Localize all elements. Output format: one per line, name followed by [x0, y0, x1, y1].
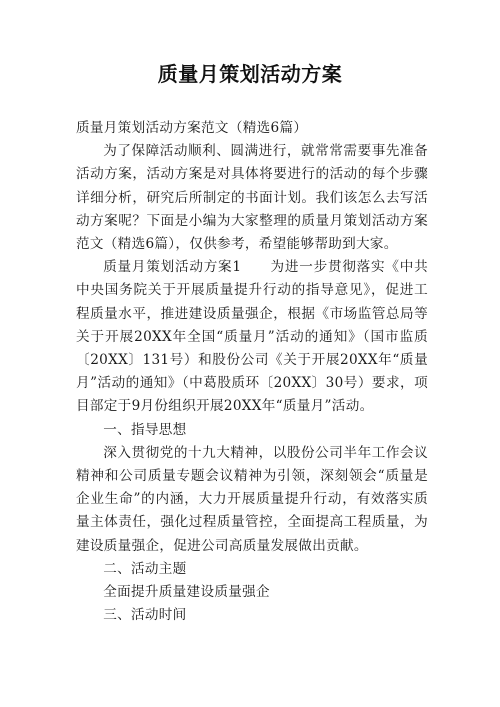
plan-paragraph: 质量月策划活动方案1 为进一步贯彻落实《中共中央国务院关于开展质量提升行动的指导意见》，促进工程质量水平，推进建设质量强企，根据《市场监管总局等关于开展20XX年全国“质量月”活动的通知》（国市监质〔20XX〕131号）和股份公司《关于开展20XX年“质量月”活动的通知》（中葛股质环〔20XX〕30号）要求，项目部定于9月份组织开展20XX年“质量月”活动。	[76, 259, 428, 415]
document-subtitle: 质量月策划活动方案范文（精选6篇）	[76, 120, 308, 136]
section-heading-activity-time: 三、活动时间	[103, 607, 187, 624]
document-body	[76, 117, 428, 627]
guiding-thought-paragraph: 深入贯彻党的十九大精神，以股份公司半年工作会议精神和公司质量专题会议精神为引领，深刻领会“质量是企业生命”的内涵，大力开展质量提升行动，有效落实质量主体责任，强化过程质量管控，全面提高工程质量，为建设质量强企，促进公司高质量发展做出贡献。	[76, 444, 428, 554]
intro-paragraph: 为了保障活动顺利、圆满进行，就常常需要事先准备活动方案，活动方案是对具体将要进行的活动的每个步骤详细分析，研究后所制定的书面计划。我们该怎么去写活动方案呢？下面是小编为大家整理的质量月策划活动方案范文（精选6篇），仅供参考，希望能够帮助到大家。	[76, 143, 428, 253]
page-title: 质量月策划活动方案	[157, 62, 343, 86]
activity-theme-text: 全面提升质量建设质量强企	[103, 584, 270, 601]
section-heading-guiding-thought: 一、指导思想	[103, 421, 187, 438]
section-heading-activity-theme: 二、活动主题	[103, 560, 187, 577]
